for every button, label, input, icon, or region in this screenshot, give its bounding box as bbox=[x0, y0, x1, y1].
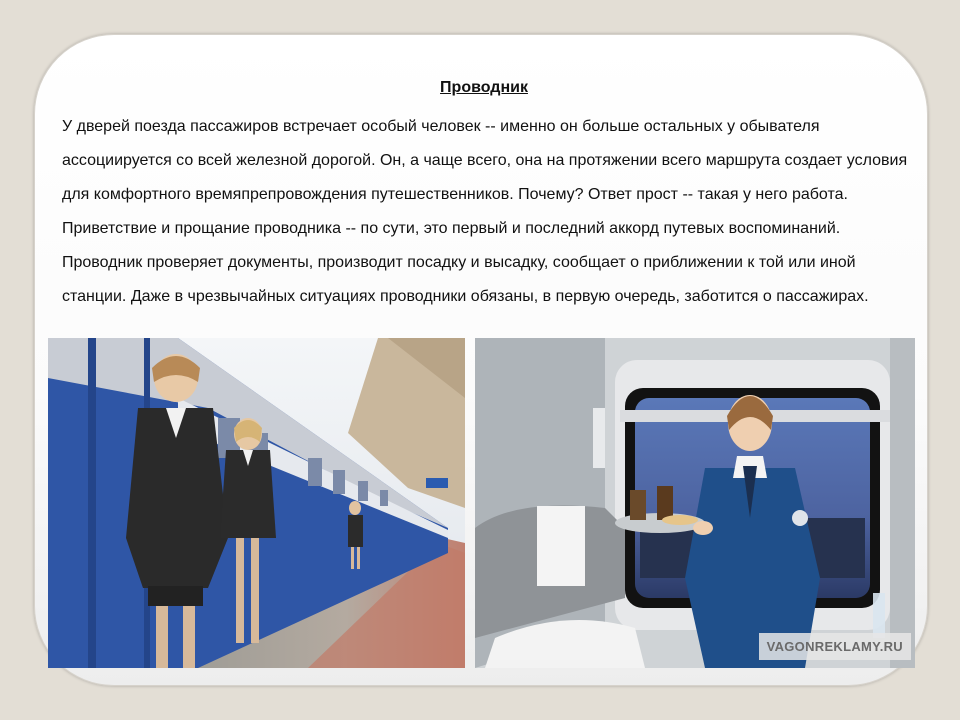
slide-title: Проводник bbox=[440, 79, 528, 96]
photo-conductor-compartment bbox=[475, 338, 915, 668]
compartment-scene-image bbox=[475, 338, 915, 668]
watermark-label: VAGONREKLAMY.RU bbox=[759, 633, 911, 660]
platform-scene-image bbox=[48, 338, 465, 668]
slide-paragraph: У дверей поезда пассажиров встречает особый человек -- именно он больше остальных у обывателя ассоциируется со всей железной дорогой. Он, а чаще всего, она на протяжении всего маршрута создает условия для комфортного времяпрепровождения путешественников. Почему? Ответ прост -- такая у него работа. Приветствие и прощание проводника -- по сути, это первый и последний аккорд путевых воспоминаний. Проводник проверяет документы, производит посадку и высадку, сообщает о приближении к той или иной станции. Даже в чрезвычайных ситуациях проводники обязаны, в первую очередь, заботится о пассажирах. bbox=[62, 118, 908, 305]
photo-conductors-platform bbox=[48, 338, 465, 668]
